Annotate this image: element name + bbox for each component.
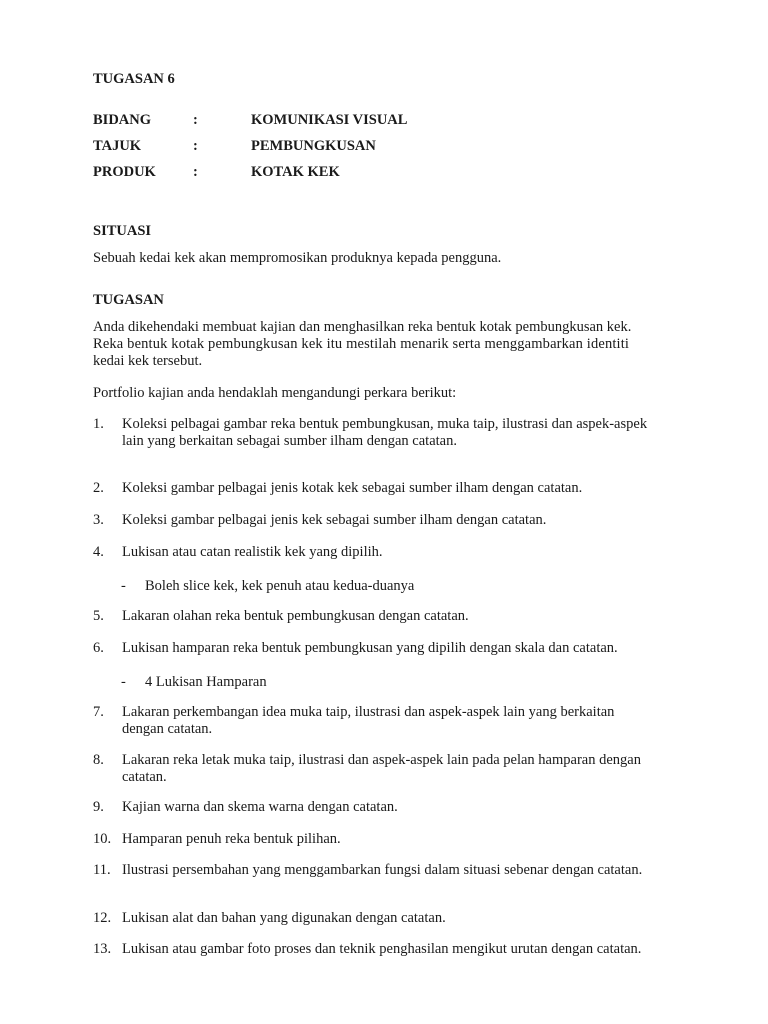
situasi-text: Sebuah kedai kek akan mempromosikan produknya kepada pengguna.: [93, 250, 502, 266]
list-item: [93, 752, 668, 786]
sub-item: [121, 577, 414, 595]
list-item-number: 2.: [93, 480, 104, 496]
list-item-number: 9.: [93, 799, 104, 815]
list-item-text: Lakaran perkembangan idea muka taip, ilustrasi dan aspek-aspek lain yang berkaitan dengan catatan.: [122, 704, 615, 737]
field-value-bidang: KOMUNIKASI VISUAL: [251, 112, 408, 128]
document-title: TUGASAN 6: [93, 71, 175, 87]
list-item-text: Koleksi gambar pelbagai jenis kotak kek sebagai sumber ilham dengan catatan.: [122, 480, 583, 496]
list-item-text: Hamparan penuh reka bentuk pilihan.: [122, 831, 341, 847]
situasi-heading: SITUASI: [93, 223, 152, 239]
field-colon: :: [193, 138, 198, 154]
list-item-text: Kajian warna dan skema warna dengan catatan.: [122, 799, 398, 815]
field-value-produk: KOTAK KEK: [251, 164, 340, 180]
list-item-number: 8.: [93, 752, 104, 768]
portfolio-intro: Portfolio kajian anda hendaklah mengandungi perkara berikut:: [93, 385, 457, 401]
field-colon: :: [193, 164, 198, 180]
list-item: [93, 941, 668, 958]
list-item-number: 11.: [93, 862, 111, 878]
list-item-number: 7.: [93, 704, 104, 720]
tugasan-heading: TUGASAN: [93, 292, 164, 308]
list-item-text: Lukisan hamparan reka bentuk pembungkusan yang dipilih dengan skala dan catatan.: [122, 640, 618, 656]
list-item-text: Koleksi pelbagai gambar reka bentuk pembungkusan, muka taip, ilustrasi dan aspek-aspek lain yang berkaitan sebagai sumber ilham dengan catatan.: [122, 416, 648, 449]
list-item-text: Lukisan atau catan realistik kek yang dipilih.: [122, 544, 383, 560]
field-colon: :: [193, 112, 198, 128]
list-item: [93, 480, 668, 497]
list-item-text: Lakaran reka letak muka taip, ilustrasi dan aspek-aspek lain pada pelan hamparan dengan catatan.: [122, 752, 641, 785]
list-item-number: 4.: [93, 544, 104, 560]
list-item-text: Ilustrasi persembahan yang menggambarkan fungsi dalam situasi sebenar dengan catatan.: [122, 862, 643, 878]
list-item-number: 13.: [93, 941, 112, 957]
list-item: [93, 704, 668, 738]
list-item-number: 1.: [93, 416, 104, 432]
list-item: [93, 862, 668, 879]
tugasan-line-1: Anda dikehendaki membuat kajian dan menghasilkan reka bentuk kotak pembungkusan kek.: [93, 319, 632, 335]
list-item-text: Koleksi gambar pelbagai jenis kek sebagai sumber ilham dengan catatan.: [122, 512, 547, 528]
field-label-produk: PRODUK: [93, 164, 156, 180]
sub-item-dash: -: [121, 674, 126, 690]
list-item-number: 10.: [93, 831, 112, 847]
list-item: [93, 544, 668, 561]
sub-item-text: Boleh slice kek, kek penuh atau kedua-duanya: [145, 578, 415, 594]
list-item-number: 5.: [93, 608, 104, 624]
field-label-bidang: BIDANG: [93, 112, 152, 128]
tugasan-line-3: kedai kek tersebut.: [93, 353, 203, 369]
list-item: [93, 640, 668, 657]
sub-item-dash: -: [121, 578, 126, 594]
list-item-number: 12.: [93, 910, 112, 926]
sub-item-text: 4 Lukisan Hamparan: [145, 674, 267, 690]
list-item-number: 3.: [93, 512, 104, 528]
list-item-text: Lukisan atau gambar foto proses dan teknik penghasilan mengikut urutan dengan catatan.: [122, 941, 642, 957]
list-item-text: Lukisan alat dan bahan yang digunakan dengan catatan.: [122, 910, 446, 926]
list-item: [93, 416, 668, 450]
list-item: [93, 910, 668, 927]
list-item-number: 6.: [93, 640, 104, 656]
field-value-tajuk: PEMBUNGKUSAN: [251, 138, 376, 154]
list-item: [93, 799, 668, 816]
list-item: [93, 831, 668, 848]
tugasan-line-2: Reka bentuk kotak pembungkusan kek itu mestilah menarik serta menggambarkan identiti: [93, 336, 630, 352]
field-label-tajuk: TAJUK: [93, 138, 142, 154]
list-item: [93, 512, 668, 529]
list-item-text: Lakaran olahan reka bentuk pembungkusan dengan catatan.: [122, 608, 469, 624]
list-item: [93, 608, 668, 625]
sub-item: [121, 673, 267, 691]
